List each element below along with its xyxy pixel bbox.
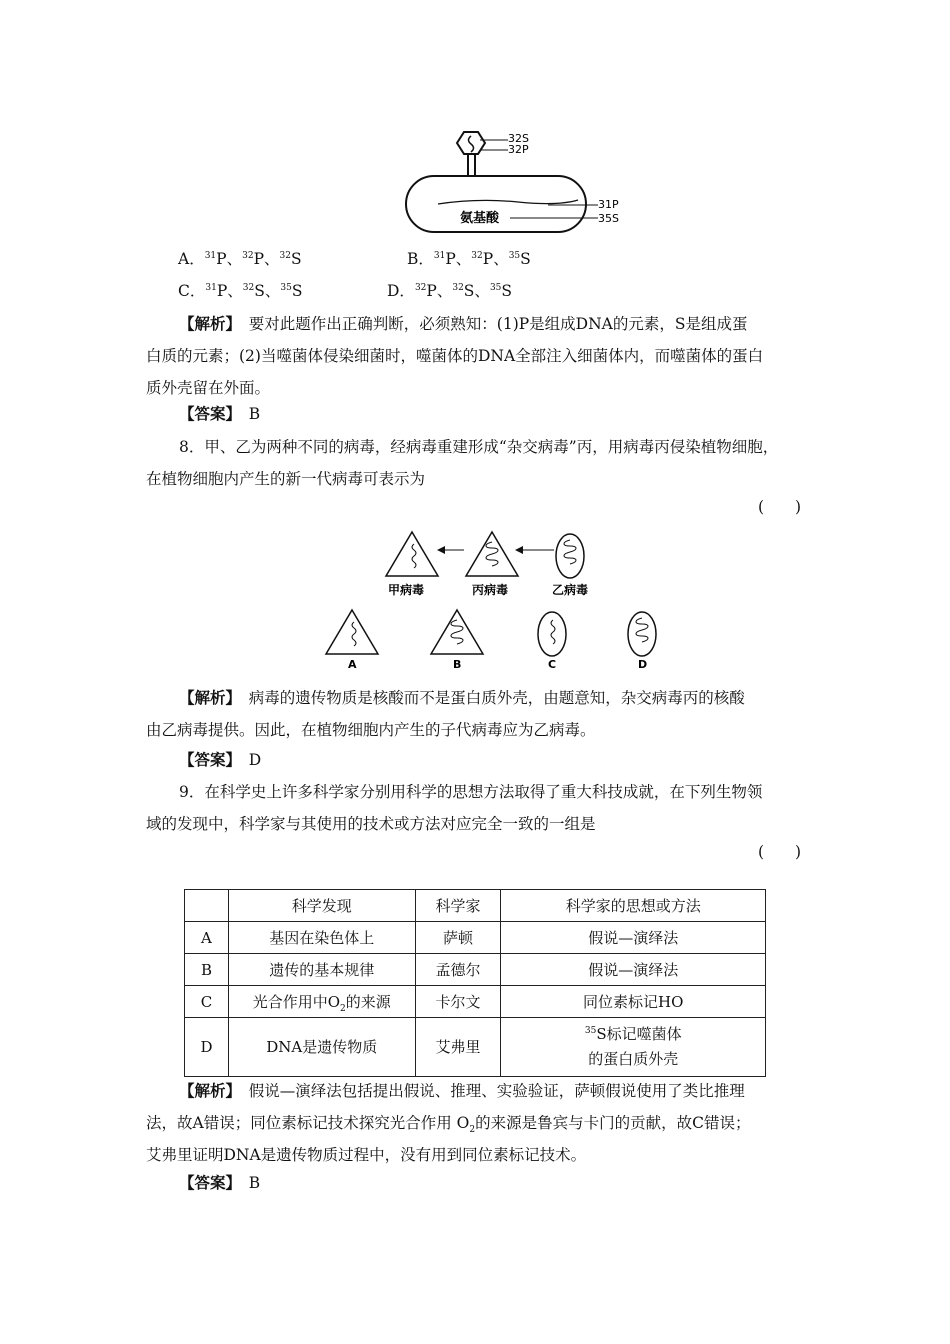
q8-answer: 【答案】 D xyxy=(179,750,262,769)
table-row xyxy=(185,1018,766,1077)
q7-analysis-line2: 白质的元素；(2)当噬菌体侵染细菌时，噬菌体的DNA全部注入细菌体内，而噬菌体的蛋白 xyxy=(146,347,764,365)
table-cell-method: 同位素标记HO xyxy=(501,986,766,1018)
q8-analysis-line1: 【解析】 病毒的遗传物质是核酸而不是蛋白质外壳，由题意知，杂交病毒丙的核酸 xyxy=(179,688,745,707)
q8-stem-line1: 8．甲、乙为两种不同的病毒，经病毒重建形成“杂交病毒”丙，用病毒丙侵染植物细胞， xyxy=(179,438,779,456)
q7-option-c: C．$^{31}$P、$^{32}$S、$^{35}$S xyxy=(178,282,303,300)
label-opt-a: A xyxy=(348,658,357,671)
isotope-element: S xyxy=(501,282,513,300)
table-cell-scientist: 孟德尔 xyxy=(415,954,501,986)
q7-answer: 【答案】 B xyxy=(179,404,261,423)
q9-answer-paren: ( ) xyxy=(758,843,802,861)
q8-stem-line2: 在植物细胞内产生的新一代病毒可表示为 xyxy=(146,470,426,488)
isotope-mass-number: 32 xyxy=(242,282,255,293)
label-31p: 31P xyxy=(598,198,619,211)
isotope-element: P xyxy=(216,250,227,268)
table-cell-method: 假说—演绎法 xyxy=(501,922,766,954)
table-row xyxy=(185,986,766,1018)
label-jia-virus: 甲病毒 xyxy=(388,583,425,597)
scientist-method-table xyxy=(184,889,766,1077)
table-cell-method: 假说—演绎法 xyxy=(501,954,766,986)
q9-stem-line2: 域的发现中，科学家与其使用的技术或方法对应完全一致的一组是 xyxy=(146,815,596,833)
virus-reconstruction-diagram xyxy=(320,528,670,673)
isotope-mass-number: 31 xyxy=(204,250,217,261)
isotope-mass-number: 32 xyxy=(471,250,483,261)
isotope-mass-number: 32 xyxy=(452,282,464,293)
isotope-mass-number: 32 xyxy=(414,282,427,293)
table-cell-option: B xyxy=(185,954,229,986)
phage-bacterium-diagram xyxy=(398,126,628,236)
table-cell-option: C xyxy=(185,986,229,1018)
isotope-element: P xyxy=(482,250,494,268)
table-cell-discovery: 基因在染色体上 xyxy=(228,922,415,954)
q9-analysis-line3: 艾弗里证明DNA是遗传物质过程中，没有用到同位素标记技术。 xyxy=(146,1146,587,1164)
label-opt-c: C xyxy=(548,658,557,671)
table-row xyxy=(185,954,766,986)
isotope-element: P xyxy=(426,282,437,300)
label-bing-virus: 丙病毒 xyxy=(472,583,509,597)
q9-analysis-line1: 【解析】 假说—演绎法包括提出假说、推理、实验验证，萨顿假说使用了类比推理 xyxy=(179,1081,745,1100)
table-header-cell: 科学家 xyxy=(415,890,501,922)
label-32s: 32S xyxy=(508,132,529,145)
label-35s: 35S xyxy=(598,212,619,225)
q7-option-b: B．$^{31}$P、$^{32}$P、$^{35}$S xyxy=(407,250,531,268)
label-opt-b: B xyxy=(453,658,462,671)
table-row xyxy=(185,922,766,954)
isotope-mass-number: 35 xyxy=(280,282,292,293)
label-opt-d: D xyxy=(638,658,648,671)
isotope-element: S xyxy=(520,250,531,268)
table-cell-scientist: 萨顿 xyxy=(415,922,501,954)
isotope-element: P xyxy=(445,250,456,268)
q9-stem-line1: 9．在科学史上许多科学家分别用科学的思想方法取得了重大科技成就，在下列生物领 xyxy=(179,783,763,801)
table-cell-discovery: 遗传的基本规律 xyxy=(228,954,415,986)
isotope-element: S xyxy=(290,250,302,268)
q8-analysis-line2: 由乙病毒提供。因此，在植物细胞内产生的子代病毒应为乙病毒。 xyxy=(146,721,596,739)
table-cell-discovery: DNA是遗传物质 xyxy=(228,1018,415,1077)
table-cell-option: D xyxy=(185,1018,229,1077)
isotope-mass-number: 31 xyxy=(433,250,446,261)
table-cell-discovery: 光合作用中$O_2$的来源 xyxy=(228,986,415,1018)
q9-answer: 【答案】 B xyxy=(179,1173,261,1192)
label-yi-virus: 乙病毒 xyxy=(552,583,589,597)
q7-analysis-line3: 质外壳留在外面。 xyxy=(146,379,271,397)
q7-analysis-line1: 【解析】 要对此题作出正确判断，必须熟知：(1)P是组成DNA的元素，S是组成蛋 xyxy=(179,314,748,333)
q7-option-d: D．$^{32}$P、$^{32}$S、$^{35}$S xyxy=(387,282,513,300)
isotope-element: P xyxy=(216,282,228,300)
isotope-mass-number: 35 xyxy=(489,282,502,293)
table-cell-option: A xyxy=(185,922,229,954)
table-cell-method: $^{35}$S标记噬菌体 的蛋白质外壳 xyxy=(501,1018,766,1077)
q8-answer-paren: ( ) xyxy=(758,498,802,516)
isotope-element: S xyxy=(463,282,475,300)
isotope-element: S xyxy=(291,282,303,300)
isotope-mass-number: 32 xyxy=(242,250,254,261)
isotope-mass-number: 35 xyxy=(508,250,521,261)
isotope-mass-number: 32 xyxy=(279,250,291,261)
table-cell-scientist: 卡尔文 xyxy=(415,986,501,1018)
q7-option-a: A．$^{31}$P、$^{32}$P、$^{32}$S xyxy=(178,250,302,268)
table-header-row xyxy=(185,890,766,922)
isotope-element: P xyxy=(253,250,264,268)
table-header-cell: 科学发现 xyxy=(228,890,415,922)
table-header-cell xyxy=(185,890,229,922)
table-cell-scientist: 艾弗里 xyxy=(415,1018,501,1077)
table-header-cell: 科学家的思想或方法 xyxy=(501,890,766,922)
q9-analysis-line2: 法，故A错误；同位素标记技术探究光合作用 $O_2$的来源是鲁宾与卡门的贡献，故C错误； xyxy=(146,1114,751,1136)
isotope-element: S xyxy=(254,282,265,300)
label-32p: 32P xyxy=(508,143,529,156)
isotope-mass-number: 31 xyxy=(205,282,217,293)
label-amino-acid: 氨基酸 xyxy=(460,211,500,226)
